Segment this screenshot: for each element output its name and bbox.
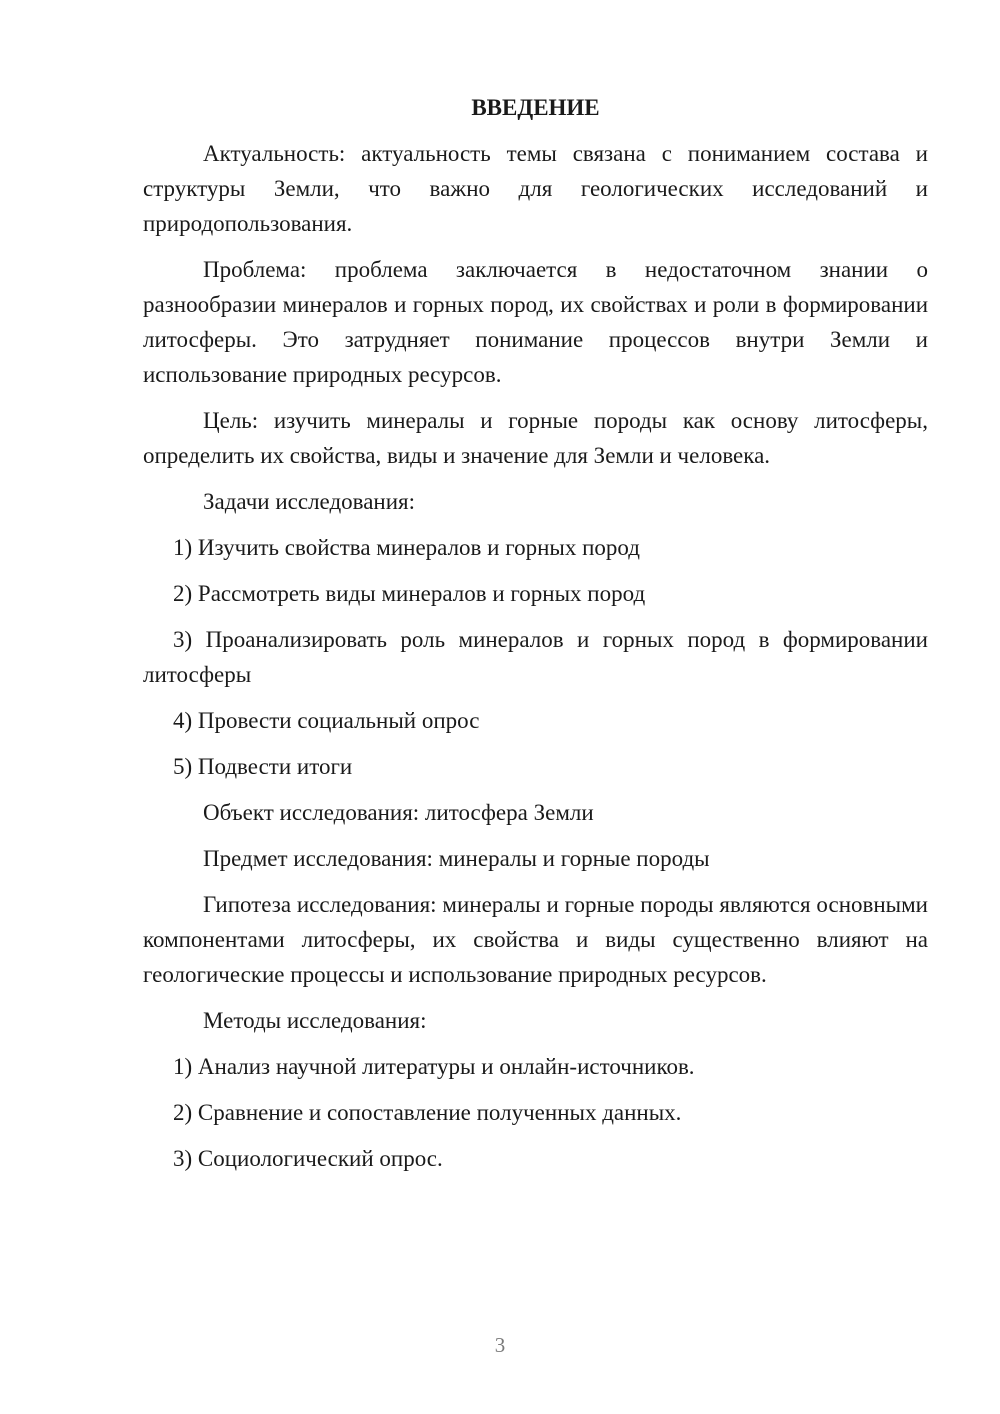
object-paragraph: Объект исследования: литосфера Земли bbox=[203, 800, 594, 825]
task-item: 1) Изучить свойства минералов и горных пород bbox=[173, 535, 640, 560]
section-title: ВВЕДЕНИЕ bbox=[471, 95, 600, 120]
relevance-paragraph: Актуальность: актуальность темы связана с пониманием состава и структуры Земли, что важно для геологических исследований и природопользования. bbox=[143, 141, 928, 236]
subject-paragraph: Предмет исследования: минералы и горные породы bbox=[203, 846, 710, 871]
hypothesis-paragraph: Гипотеза исследования: минералы и горные породы являются основными компонентами литосферы, их свойства и виды существенно влияют на геологические процессы и использование природных ресурсов. bbox=[143, 892, 928, 987]
method-item: 1) Анализ научной литературы и онлайн-источников. bbox=[173, 1054, 695, 1079]
goal-paragraph: Цель: изучить минералы и горные породы как основу литосферы, определить их свойства, виды и значение для Земли и человека. bbox=[143, 408, 928, 468]
problem-paragraph: Проблема: проблема заключается в недостаточном знании о разнообразии минералов и горных пород, их свойствах и роли в формировании литосферы. Это затрудняет понимание процессов внутри Земли и использование природных ресурсов. bbox=[143, 257, 928, 387]
method-item: 2) Сравнение и сопоставление полученных данных. bbox=[173, 1100, 682, 1125]
task-item: 4) Провести социальный опрос bbox=[173, 708, 480, 733]
methods-heading: Методы исследования: bbox=[203, 1008, 427, 1033]
method-item: 3) Социологический опрос. bbox=[173, 1146, 443, 1171]
task-item: 2) Рассмотреть виды минералов и горных пород bbox=[173, 581, 646, 606]
task-item: 3) Проанализировать роль минералов и горных пород в формировании литосферы bbox=[143, 627, 928, 687]
task-item: 5) Подвести итоги bbox=[173, 754, 353, 779]
document-page bbox=[143, 90, 928, 1187]
tasks-heading: Задачи исследования: bbox=[203, 489, 416, 514]
page-number: 3 bbox=[494, 1333, 506, 1357]
